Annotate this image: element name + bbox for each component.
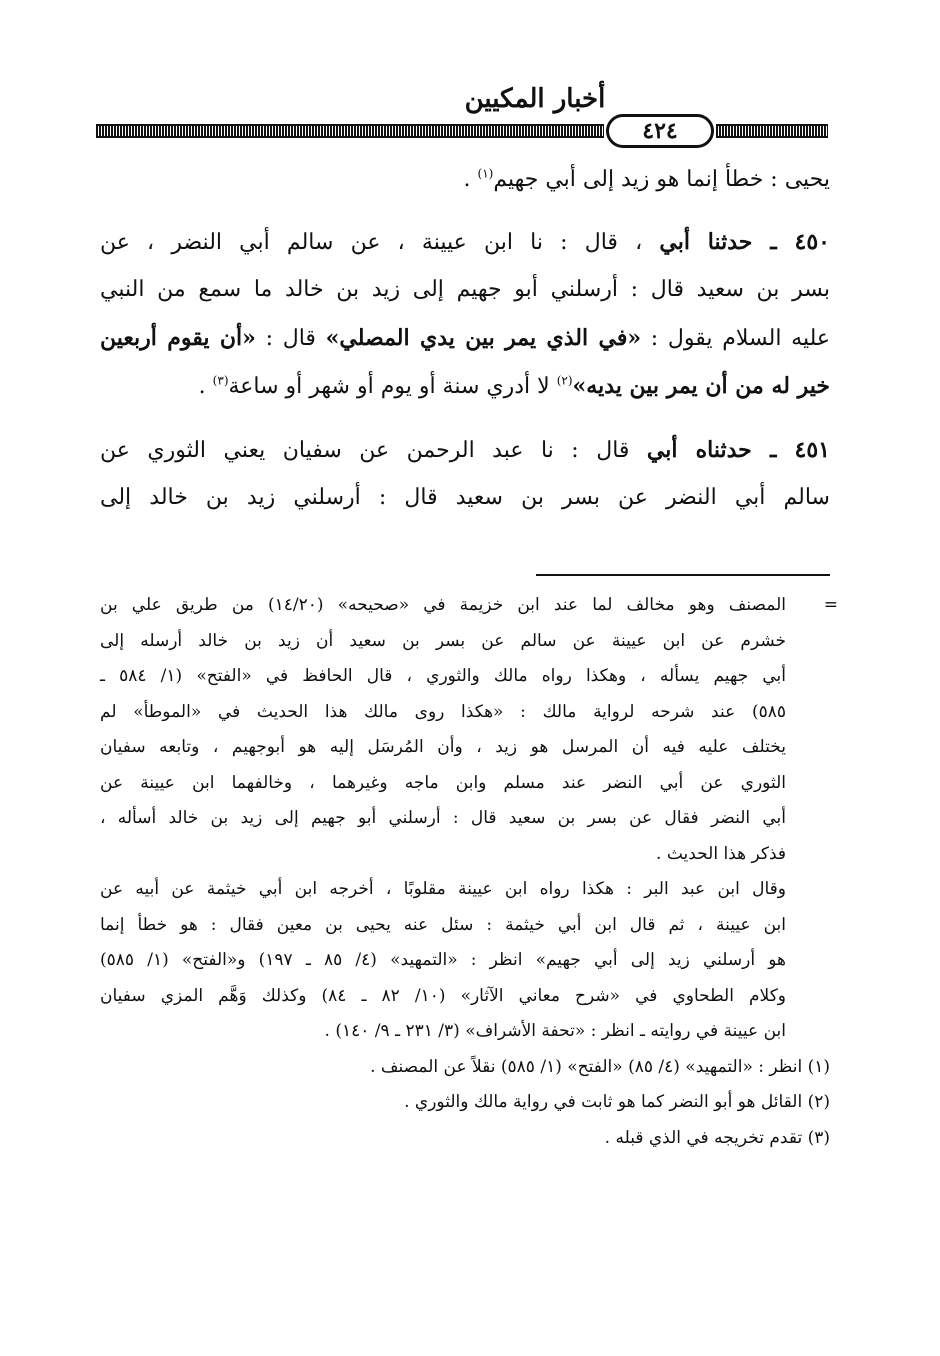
header-rule-right — [716, 124, 828, 138]
footnote-separator — [536, 574, 830, 576]
footnote-line: يختلف عليه فيه أن المرسل هو زيد ، وأن المُرسَل إليه هو أبوجهيم ، وتابعه سفيان — [100, 737, 786, 757]
text-run: بسر بن سعيد قال : أرسلني أبو جهيم إلى زيد بن خالد ما سمع من النبي — [100, 277, 830, 302]
header-rule-left — [96, 124, 604, 138]
text-line — [100, 362, 830, 410]
footnote-line: وقال ابن عبد البر : هكذا رواه ابن عيينة مقلوبًا ، أخرجه ابن أبي خيثمة عن أبيه عن — [100, 879, 786, 899]
text-run: . — [198, 374, 213, 399]
footnote-2: (٢) القائل هو أبو النضر كما هو ثابت في رواية مالك والثوري . — [404, 1092, 830, 1112]
hadith-450-line — [100, 218, 830, 266]
footnote-ref: (١) — [477, 166, 494, 181]
running-title: أخبار المكيين — [464, 84, 606, 114]
quoted-question: «في الذي يمر بين يدي المصلي» — [325, 325, 642, 351]
footnote-line: ٥٨٥) عند شرحه لرواية مالك : «هكذا روى مالك هذا الحديث في «الموطأ» لم — [100, 701, 786, 722]
text-line — [100, 266, 830, 314]
footnote-line: أبي النضر فقال عن بسر بن سعيد قال : أرسلني أبو جهيم إلى زيد بن خالد أسأله ، — [100, 808, 786, 828]
main-text — [100, 156, 830, 522]
text-line — [100, 474, 830, 522]
footnote-line: الثوري عن أبي النضر عند مسلم وابن ماجه وغيرهما ، وخالفهما ابن عيينة عن — [100, 772, 786, 793]
text-run: ، قال : نا ابن عيينة ، عن سالم أبي النضر ، عن — [100, 230, 660, 255]
text-run: لا أدري سنة أو يوم أو شهر أو ساعة — [228, 374, 557, 399]
footnote-line: خشرم عن ابن عيينة عن سالم عن بسر بن سعيد أن زيد بن خالد أرسله إلى — [100, 630, 786, 651]
hadith-451-line — [100, 426, 830, 474]
footnote-ref: (٢) — [556, 373, 573, 388]
hadith-number-451: ٤٥١ ـ حدثناه أبي — [646, 437, 830, 463]
quoted-answer-cont: خير له من أن يمر بين يديه» — [572, 373, 830, 399]
text-run: يحيى : خطأ إنما هو زيد إلى أبي جهيم — [493, 167, 830, 192]
text-run: قال : — [255, 326, 326, 351]
text-run: عليه السلام يقول : — [641, 326, 830, 351]
footnotes — [100, 588, 838, 1156]
footnote-line — [100, 588, 838, 624]
quoted-answer: «أن يقوم أربعين — [100, 325, 256, 351]
footnote-line: فذكر هذا الحديث . — [656, 843, 786, 864]
text-run: المصنف وهو مخالف لما عند ابن خزيمة في «صحيحه» (١٤/٢٠) من طريق علي بن — [100, 595, 786, 615]
footnote-line: ابن عيينة ، ثم قال ابن أبي خيثمة : سئل عنه يحيى بن معين فقال : هو خطأ إنما — [100, 914, 786, 935]
footnote-line: أبي جهيم يسأله ، وهكذا رواه مالك والثوري ، قال الحافظ في «الفتح» (١/ ٥٨٤ ـ — [100, 666, 786, 686]
continuation-mark: = — [823, 595, 838, 615]
hadith-number-450: ٤٥٠ ـ حدثنا أبي — [659, 229, 830, 255]
text-run: قال : نا عبد الرحمن عن سفيان يعني الثوري عن — [100, 438, 647, 463]
footnote-1: (١) انظر : «التمهيد» (٤/ ٨٥) «الفتح» (١/ ٥٨٥) نقلاً عن المصنف . — [370, 1056, 830, 1077]
footnote-line: هو أرسلني زيد إلى أبي جهيم» انظر : «التمهيد» (٤/ ٨٥ ـ ١٩٧) و«الفتح» (١/ ٥٨٥) — [100, 950, 786, 970]
text-line — [100, 314, 830, 362]
text-run: . — [463, 167, 478, 192]
footnote-ref: (٣) — [212, 373, 229, 388]
text-run: سالم أبي النضر عن بسر بن سعيد قال : أرسلني زيد بن خالد إلى — [100, 485, 830, 510]
footnote-3: (٣) تقدم تخريجه في الذي قبله . — [604, 1127, 830, 1148]
footnote-line: ابن عيينة في روايته ـ انظر : «تحفة الأشراف» (٣/ ٢٣١ ـ ٩/ ١٤٠) . — [324, 1021, 786, 1041]
page-number: ٤٢٤ — [606, 114, 714, 148]
footnote-line: وكلام الطحاوي في «شرح معاني الآثار» (١٠/ ٨٢ ـ ٨٤) وكذلك وَهَّم المزي سفيان — [100, 985, 786, 1006]
text-line — [100, 156, 830, 204]
